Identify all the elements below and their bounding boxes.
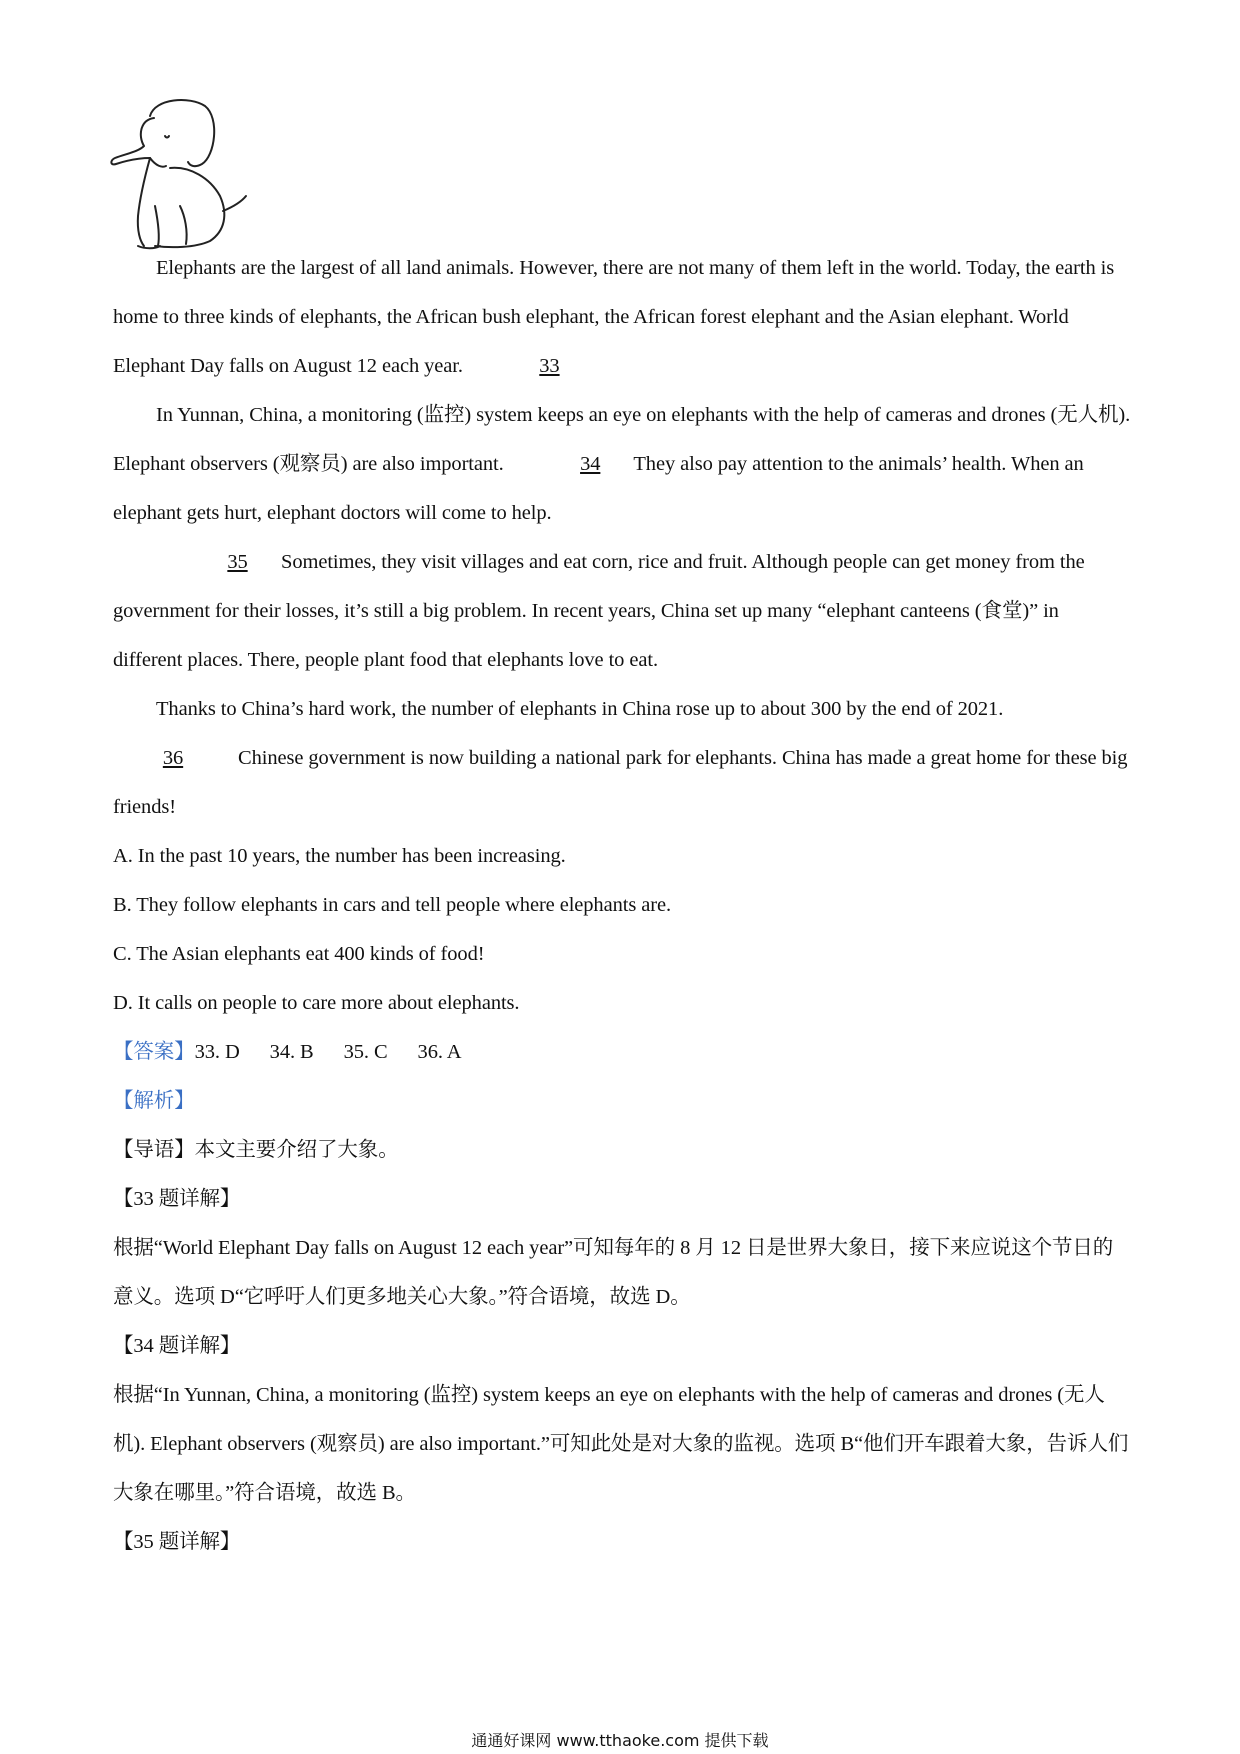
answer-33: 33. D bbox=[194, 1041, 240, 1063]
paragraph-1 bbox=[113, 244, 1133, 391]
paragraph-4 bbox=[113, 685, 1133, 734]
paragraph-3 bbox=[113, 538, 1133, 685]
option-b: B. They follow elephants in cars and tell people where elephants are. bbox=[113, 894, 671, 916]
blank-35: 35 bbox=[227, 551, 248, 573]
answer-36: 36. A bbox=[417, 1041, 462, 1063]
passage-area bbox=[113, 244, 1133, 1567]
option-c: C. The Asian elephants eat 400 kinds of food! bbox=[113, 943, 485, 965]
detail-33-title: 【33 题详解】 bbox=[113, 1188, 241, 1210]
paragraph-5-text: Chinese government is now building a national park for elephants. China has made a great home for these big friends! bbox=[113, 747, 1128, 818]
paragraph-1-text: Elephants are the largest of all land animals. However, there are not many of them left in the world. Today, the earth is home to three kinds of elephants, the African bush elephant, the African forest elephant and the Asian elephant. World Elephant Day falls on August 12 each year. bbox=[113, 257, 1115, 377]
paragraph-5 bbox=[113, 734, 1133, 832]
detail-33-text: 根据“World Elephant Day falls on August 12 each year”可知每年的 8 月 12 日是世界大象日，接下来应说这个节日的意义。选项 D“它呼吁人们更多地关心大象。”符合语境，故选 D。 bbox=[113, 1237, 1114, 1308]
answer-34: 34. B bbox=[269, 1041, 314, 1063]
guide-text: 【导语】本文主要介绍了大象。 bbox=[113, 1139, 399, 1161]
paragraph-4-text: Thanks to China’s hard work, the number of elephants in China rose up to about 300 by the end of 2021. bbox=[156, 698, 1004, 720]
answer-label: 【答案】 bbox=[113, 1041, 195, 1063]
option-d: D. It calls on people to care more about elephants. bbox=[113, 992, 520, 1014]
detail-34-text: 根据“In Yunnan, China, a monitoring (监控) system keeps an eye on elephants with the help of cameras and drones (无人机). Elephant observers (观察员) are also important.”可知此处是对大象的监视。选项 B“他们开车跟着大象，告诉人们大象在哪里。”符合语境，故选 B。 bbox=[113, 1384, 1129, 1504]
page-footer: 通通好课网 www.tthaoke.com 提供下载 bbox=[471, 1731, 769, 1750]
detail-35-title: 【35 题详解】 bbox=[113, 1531, 241, 1553]
option-a: A. In the past 10 years, the number has been increasing. bbox=[113, 845, 566, 867]
analysis-label: 【解析】 bbox=[113, 1090, 195, 1112]
elephant-illustration bbox=[110, 96, 250, 256]
detail-34-title: 【34 题详解】 bbox=[113, 1335, 241, 1357]
answer-35: 35. C bbox=[343, 1041, 388, 1063]
paragraph-2b-text: They also pay attention to the animals’ health. When an elephant gets hurt, elephant doctors will come to help. bbox=[113, 453, 1084, 524]
blank-33: 33 bbox=[539, 355, 560, 377]
blank-34: 34 bbox=[580, 453, 601, 475]
paragraph-3-text: Sometimes, they visit villages and eat corn, rice and fruit. Although people can get money from the government for their losses, it’s still a big problem. In recent years, China set up many “elephant canteens (食堂)” in different places. There, people plant food that elephants love to eat. bbox=[113, 551, 1085, 671]
paragraph-2 bbox=[113, 391, 1133, 538]
paragraph-2a-text: In Yunnan, China, a monitoring (监控) system keeps an eye on elephants with the help of cameras and drones (无人机). Elephant observers (观察员) are also important. bbox=[113, 404, 1131, 475]
blank-36: 36 bbox=[162, 747, 184, 769]
answer-line bbox=[113, 1028, 1133, 1077]
